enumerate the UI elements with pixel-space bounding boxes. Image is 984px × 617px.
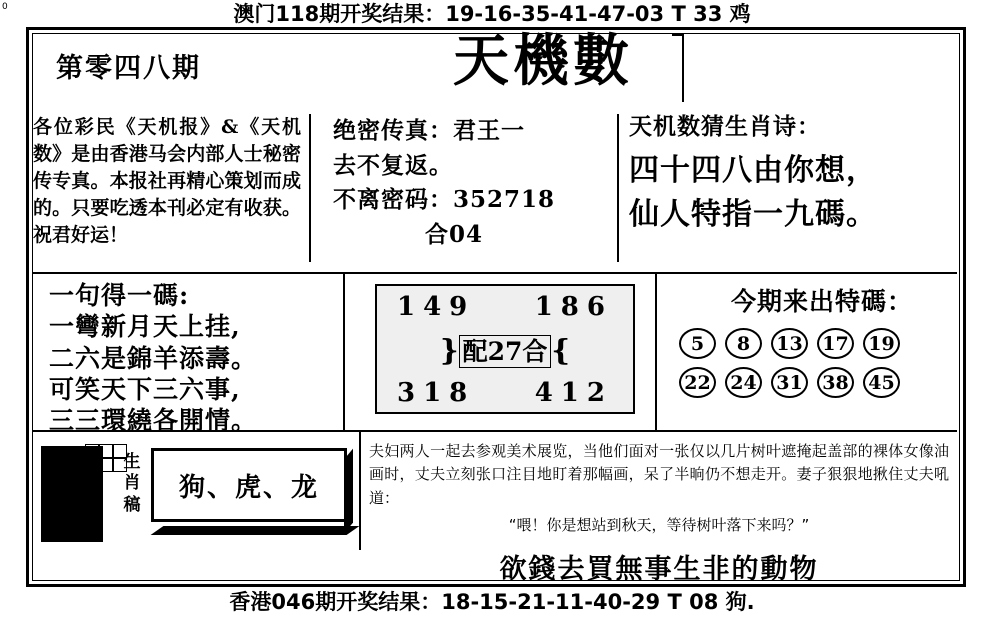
- top-results-banner: [0, 0, 984, 26]
- masthead-title: 天機數: [453, 28, 633, 94]
- number-ball: 5: [679, 328, 716, 359]
- special-numbers-row-1: [679, 328, 979, 359]
- code-box: [375, 284, 635, 414]
- number-ball: 38: [817, 367, 854, 398]
- special-numbers-row-2: [679, 367, 979, 398]
- fax-line-4: 合04: [425, 220, 484, 248]
- divider-vertical-1: [343, 274, 345, 430]
- fax-line-1: 绝密传真：君王一: [333, 117, 525, 144]
- number-ball: 13: [771, 328, 808, 359]
- story-tagline: 欲錢去買無事生非的動物: [499, 554, 819, 585]
- zodiac-poem-line-2: 仙人特指一九碼。: [629, 196, 877, 232]
- masthead-corner-rule: [672, 34, 684, 102]
- brace-right-icon: {: [551, 333, 571, 367]
- number-ball: 8: [725, 328, 762, 359]
- bottom-results-text: 香港046期开奖结果：18-15-21-11-40-29 T 08 狗.: [229, 590, 755, 614]
- number-ball: 19: [863, 328, 900, 359]
- code-bottom-left: 318: [397, 378, 476, 408]
- code-center-row: [377, 332, 633, 368]
- special-numbers-block: [679, 282, 979, 406]
- number-ball: 24: [725, 367, 762, 398]
- number-ball: 17: [817, 328, 854, 359]
- top-results-text: 澳门118期开奖结果：19-16-35-41-47-03 T 33 鸡: [233, 2, 751, 26]
- code-row-top: [377, 292, 633, 322]
- zodiac-poem-column: [629, 108, 955, 236]
- corner-mark: 0: [2, 2, 8, 12]
- story-block: [369, 440, 949, 586]
- code-center-value: 配27合: [459, 335, 552, 368]
- verse-line-0: 一句得一碼:: [49, 281, 190, 310]
- intro-column: [33, 114, 311, 262]
- content-band-middle: [33, 274, 957, 435]
- content-band-top: [33, 106, 957, 266]
- zodiac-answer-text: 狗、虎、龙: [178, 472, 319, 503]
- story-quote: “喂！你是想站到秋天，等待树叶落下来吗？”: [508, 515, 810, 534]
- fax-line-2: 去不复返。: [333, 151, 453, 179]
- verse-line-1: 一彎新月天上挂,: [49, 312, 241, 342]
- stamp-label: 生肖稿: [123, 452, 141, 515]
- verse-line-4: 三三環繞各開情。: [49, 406, 258, 435]
- story-paragraph: 夫妇两人一起去参观美术展览，当他们面对一张仅以几片树叶遮掩起盖部的裸体女像油画时，丈夫立刻张口注目地盯着那幅画，呆了半晌仍不想走开。妻子狠狠地揪住丈夫吼道：: [369, 442, 949, 507]
- special-numbers-title: 今期来出特碼：: [730, 287, 913, 316]
- content-band-bottom: [33, 432, 957, 585]
- issue-label: 第零四八期: [56, 53, 201, 84]
- number-ball: 45: [863, 367, 900, 398]
- verse-line-2: 二六是錦羊添壽。: [49, 343, 258, 373]
- divider-vertical-2: [655, 274, 657, 430]
- fax-line-3: 不离密码：352718: [333, 186, 556, 213]
- zodiac-poem-title: 天机数猜生肖诗：: [629, 113, 821, 140]
- code-bottom-right: 412: [534, 378, 613, 408]
- zodiac-poem-line-1: 四十四八由你想，: [629, 153, 877, 188]
- divider-vertical-3: [359, 432, 361, 550]
- verse-line-3: 可笑天下三六事,: [49, 374, 241, 404]
- number-ball: 31: [771, 367, 808, 398]
- brace-left-icon: }: [439, 333, 459, 367]
- code-row-bottom: [377, 378, 633, 408]
- bottom-results-banner: [0, 587, 984, 615]
- zodiac-answer-box: [151, 448, 347, 522]
- verses-block: [49, 280, 349, 436]
- zodiac-box-shadow-bottom: [151, 526, 360, 535]
- number-ball: 22: [679, 367, 716, 398]
- fax-column: [319, 114, 619, 262]
- code-top-right: 186: [534, 292, 613, 322]
- code-top-left: 149: [397, 292, 476, 322]
- intro-paragraph: 各位彩民《天机报》&《天机数》是由香港马会内部人士秘密传专真。本报社再精心策划而成的。只要吃透本刊必定有收获。祝君好运！: [33, 116, 301, 246]
